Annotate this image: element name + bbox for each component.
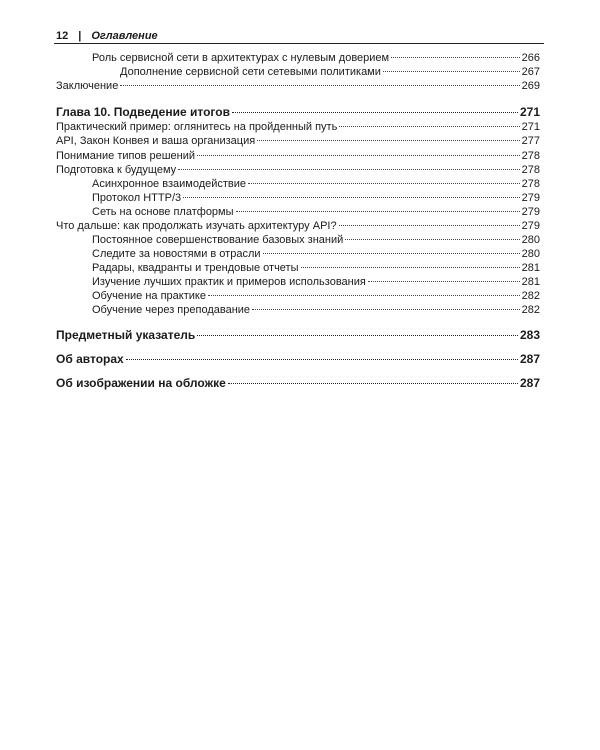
toc-chapter-entry bbox=[56, 352, 540, 366]
toc-entry bbox=[56, 121, 540, 134]
dot-leader bbox=[368, 281, 520, 282]
toc-entry bbox=[56, 135, 540, 148]
toc-entry-page: 282 bbox=[521, 290, 540, 302]
toc-entry-title: Заключение bbox=[56, 80, 119, 92]
dot-leader bbox=[126, 359, 518, 360]
toc-entry bbox=[92, 248, 540, 261]
dot-leader bbox=[197, 335, 518, 336]
toc-entry-page: 281 bbox=[521, 276, 540, 288]
toc-entry bbox=[92, 206, 540, 219]
toc-entry-page: 267 bbox=[521, 66, 540, 78]
toc-entry bbox=[92, 192, 540, 205]
dot-leader bbox=[339, 126, 519, 127]
toc-chapter-entry bbox=[56, 376, 540, 390]
dot-leader bbox=[257, 140, 519, 141]
toc-entry bbox=[92, 178, 540, 191]
toc-entry bbox=[56, 80, 540, 93]
toc-entry-title: Сеть на основе платформы bbox=[92, 206, 234, 218]
dot-leader bbox=[252, 309, 520, 310]
toc-entry bbox=[120, 66, 540, 79]
dot-leader bbox=[383, 71, 520, 72]
toc-entry-title: Радары, квадранты и трендовые отчеты bbox=[92, 262, 299, 274]
toc-entry-page: 282 bbox=[521, 304, 540, 316]
header-separator: | bbox=[78, 30, 82, 42]
dot-leader bbox=[120, 85, 519, 86]
toc-entry bbox=[92, 304, 540, 317]
toc-entry-title: Дополнение сервисной сети сетевыми политиками bbox=[120, 66, 381, 78]
toc-entry-page: 278 bbox=[521, 178, 540, 190]
dot-leader bbox=[197, 155, 520, 156]
dot-leader bbox=[228, 383, 518, 384]
dot-leader bbox=[232, 112, 518, 113]
toc-entry-page: 277 bbox=[521, 135, 540, 147]
toc-chapter-entry bbox=[56, 328, 540, 342]
page-number: 12 bbox=[56, 30, 69, 42]
toc-entry-page: 287 bbox=[519, 376, 540, 390]
toc-entry-page: 279 bbox=[521, 206, 540, 218]
toc-entry-title: Практический пример: оглянитесь на пройденный путь bbox=[56, 121, 338, 133]
toc-entry-page: 281 bbox=[521, 262, 540, 274]
toc-entry-title: Постоянное совершенствование базовых знаний bbox=[92, 234, 344, 246]
toc-entry-page: 280 bbox=[521, 248, 540, 260]
toc-entry-page: 271 bbox=[521, 121, 540, 133]
running-head bbox=[56, 30, 158, 42]
dot-leader bbox=[391, 57, 520, 58]
toc-entry-page: 279 bbox=[521, 220, 540, 232]
dot-leader bbox=[236, 211, 520, 212]
dot-leader bbox=[248, 183, 520, 184]
toc-entry-page: 287 bbox=[519, 352, 540, 366]
toc-entry-page: 271 bbox=[519, 105, 540, 119]
toc-entry bbox=[92, 290, 540, 303]
toc-entry-title: Протокол HTTP/3 bbox=[92, 192, 182, 204]
dot-leader bbox=[301, 267, 520, 268]
toc-entry-title: Об изображении на обложке bbox=[56, 376, 226, 390]
toc-entry-page: 278 bbox=[521, 164, 540, 176]
toc-entry bbox=[92, 234, 540, 247]
section-title: Оглавление bbox=[91, 30, 158, 42]
toc-chapter-entry bbox=[56, 105, 540, 119]
toc-entry-title: Глава 10. Подведение итогов bbox=[56, 105, 230, 119]
toc-entry-page: 269 bbox=[521, 80, 540, 92]
dot-leader bbox=[345, 239, 519, 240]
header-rule bbox=[54, 43, 544, 44]
toc-entry bbox=[56, 220, 540, 233]
toc-entry-title: Роль сервисной сети в архитектурах с нулевым доверием bbox=[92, 52, 390, 64]
toc-entry-title: Следите за новостями в отрасли bbox=[92, 248, 261, 260]
toc-entry-title: Асинхронное взаимодействие bbox=[92, 178, 247, 190]
toc-entry-page: 266 bbox=[521, 52, 540, 64]
toc-entry-title: Изучение лучших практик и примеров использования bbox=[92, 276, 366, 288]
toc-entry-title: Понимание типов решений bbox=[56, 150, 196, 162]
toc-entry-title: Подготовка к будущему bbox=[56, 164, 177, 176]
toc-entry bbox=[92, 276, 540, 289]
dot-leader bbox=[178, 169, 519, 170]
dot-leader bbox=[263, 253, 520, 254]
dot-leader bbox=[208, 295, 520, 296]
toc-entry-title: Обучение на практике bbox=[92, 290, 206, 302]
toc-entry-title: Об авторах bbox=[56, 352, 124, 366]
toc-entry-title: Обучение через преподавание bbox=[92, 304, 251, 316]
toc-entry-page: 283 bbox=[519, 328, 540, 342]
toc-entry bbox=[56, 164, 540, 177]
toc-entry bbox=[92, 262, 540, 275]
dot-leader bbox=[339, 225, 520, 226]
toc-entry-title: Предметный указатель bbox=[56, 328, 196, 342]
toc-entry bbox=[56, 150, 540, 163]
toc-entry-title: Что дальше: как продолжать изучать архитектуру API? bbox=[56, 220, 337, 232]
toc-entry-page: 279 bbox=[521, 192, 540, 204]
toc-entry-page: 278 bbox=[521, 150, 540, 162]
toc-entry bbox=[92, 52, 540, 65]
toc-entry-page: 280 bbox=[521, 234, 540, 246]
toc-entry-title: API, Закон Конвея и ваша организация bbox=[56, 135, 256, 147]
dot-leader bbox=[183, 197, 520, 198]
